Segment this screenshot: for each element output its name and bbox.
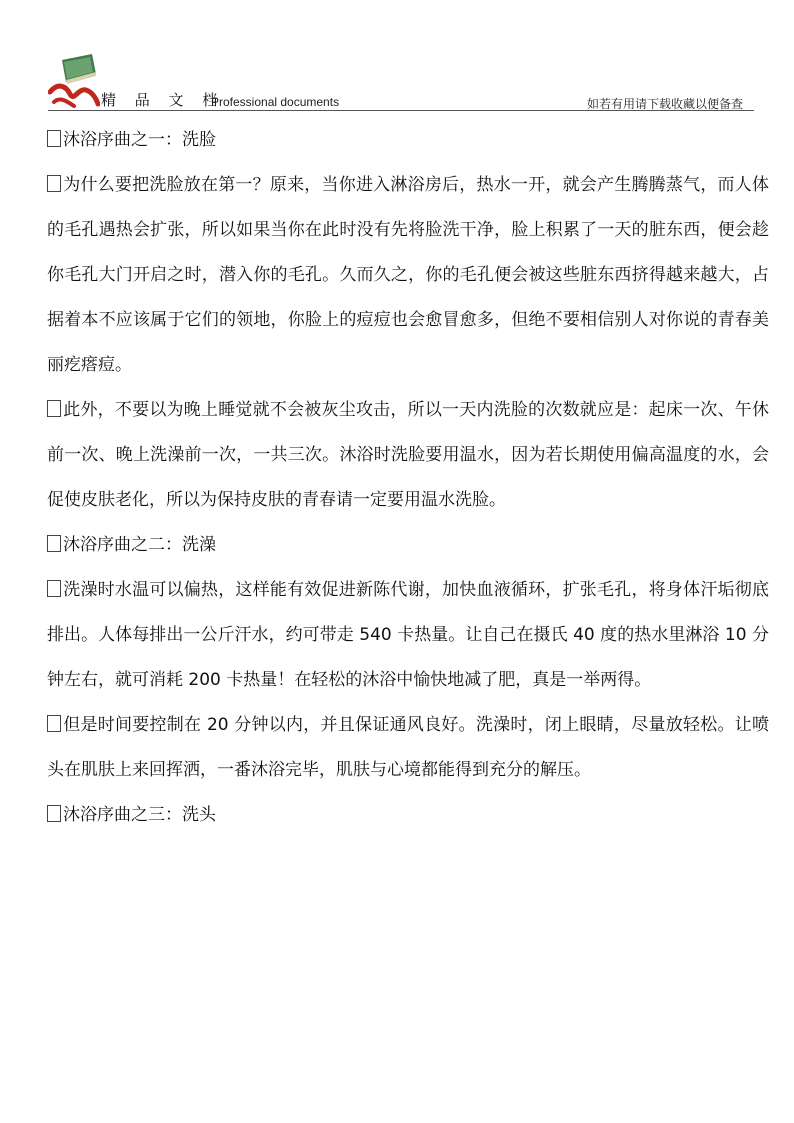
- bullet-box-icon: [47, 805, 61, 822]
- section-heading-1: 沐浴序曲之一：洗脸: [47, 118, 769, 163]
- bullet-box-icon: [47, 715, 61, 732]
- section-heading-3: 沐浴序曲之三：洗头: [47, 793, 769, 838]
- paragraph: 为什么要把洗脸放在第一？原来，当你进入淋浴房后，热水一开，就会产生腾腾蒸气，而人体的毛孔遇热会扩张，所以如果当你在此时没有先将脸洗干净，脸上积累了一天的脏东西，便会趁你毛孔大门开启之时，潜入你的毛孔。久而久之，你的毛孔便会被这些脏东西挤得越来越大，占据着本不应该属于它们的领地，你脸上的痘痘也会愈冒愈多，但绝不要相信别人对你说的青春美丽疙瘩痘。: [47, 175, 769, 375]
- header-divider: [48, 110, 754, 111]
- book-logo-icon: [48, 52, 100, 108]
- header-download-note: 如若有用请下载收藏以便备查: [586, 97, 743, 111]
- page-header: [0, 0, 794, 112]
- header-subtitle: Professional documents: [211, 95, 340, 109]
- header-title: 精 品 文 档: [101, 91, 225, 109]
- paragraph: 洗澡时水温可以偏热，这样能有效促进新陈代谢，加快血液循环，扩张毛孔，将身体汗垢彻底排出。人体每排出一公斤汗水，约可带走 540 卡热量。让自己在摄氏 40 度的热水里淋浴 10 分钟左右，就可消耗 200 卡热量！在轻松的沐浴中愉快地减了肥，真是一举两得。: [47, 580, 769, 690]
- document-body: [47, 118, 769, 838]
- bullet-box-icon: [47, 400, 61, 417]
- bullet-box-icon: [47, 535, 61, 552]
- bullet-box-icon: [47, 580, 61, 597]
- bullet-box-icon: [47, 130, 61, 147]
- paragraph: 但是时间要控制在 20 分钟以内，并且保证通风良好。洗澡时，闭上眼睛，尽量放轻松。让喷头在肌肤上来回挥洒，一番沐浴完毕，肌肤与心境都能得到充分的解压。: [47, 715, 769, 780]
- bullet-box-icon: [47, 175, 61, 192]
- section-heading-2: 沐浴序曲之二：洗澡: [47, 523, 769, 568]
- paragraph: 此外，不要以为晚上睡觉就不会被灰尘攻击，所以一天内洗脸的次数就应是：起床一次、午休前一次、晚上洗澡前一次，一共三次。沐浴时洗脸要用温水，因为若长期使用偏高温度的水，会促使皮肤老化，所以为保持皮肤的青春请一定要用温水洗脸。: [47, 400, 769, 510]
